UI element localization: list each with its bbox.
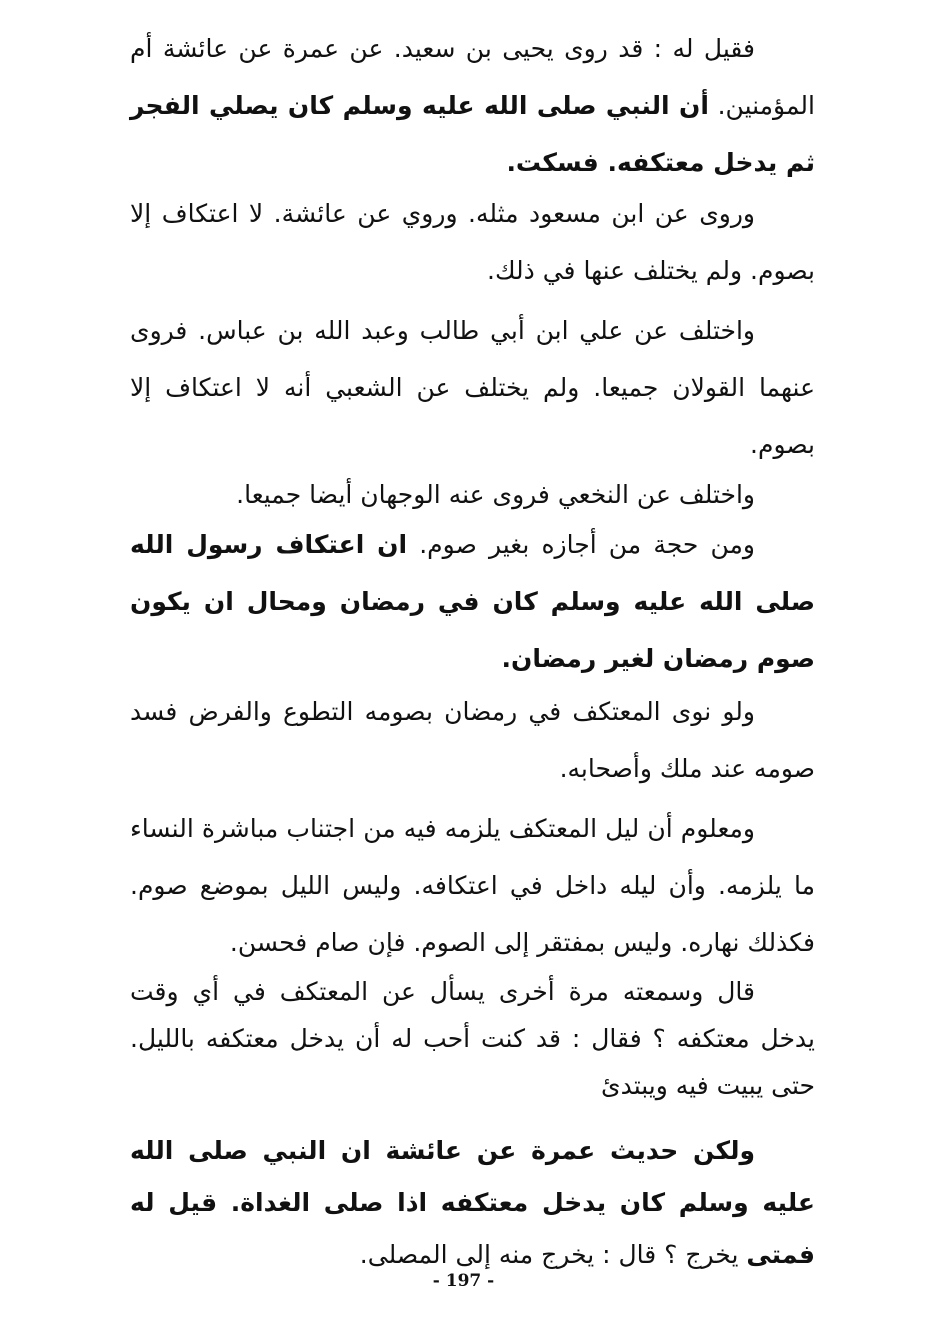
paragraph-6-text: ولو نوى المعتكف في رمضان بصومه التطوع والفرض فسد صومه عند ملك وأصحابه. (130, 697, 815, 783)
paragraph-6 (130, 683, 815, 797)
paragraph-1 (130, 20, 815, 191)
paragraph-8-text: قال وسمعته مرة أخرى يسأل عن المعتكف في أي وقت يدخل معتكفه ؟ فقال : قد كنت أحب له أن يدخل معتكفه بالليل. حتى يبيت فيه ويبتدئ (130, 977, 815, 1100)
paragraph-5-bold-text: ان اعتكاف رسول الله صلى الله عليه وسلم كان في رمضان ومحال ان يكون صوم رمضان لغير رمضان. (130, 530, 815, 673)
paragraph-3 (130, 302, 815, 473)
paragraph-1-bold-text: أن النبي صلى الله عليه وسلم كان يصلي الفجر ثم يدخل معتكفه. فسكت. (130, 91, 815, 177)
paragraph-1-text: فقيل له : قد روى يحيى بن سعيد. عن عمرة عن عائشة أم المؤمنين. (130, 34, 815, 120)
page-number: - 197 - (432, 1271, 495, 1291)
paragraph-8 (130, 968, 815, 1109)
paragraph-9-text: يخرج ؟ قال : يخرج منه إلى المصلى. (359, 1240, 747, 1269)
paragraph-2-text: وروى عن ابن مسعود مثله. وروي عن عائشة. لا اعتكاف إلا بصوم. ولم يختلف عنها في ذلك. (130, 199, 815, 285)
paragraph-4 (130, 466, 815, 523)
paragraph-9 (130, 1125, 815, 1281)
paragraph-5 (130, 516, 815, 687)
paragraph-2 (130, 185, 815, 299)
paragraph-9-bold-text: ولكن حديث عمرة عن عائشة ان النبي صلى الله عليه وسلم كان يدخل معتكفه اذا صلى الغداة. قيل له فمتى (130, 1136, 815, 1269)
paragraph-5-text: ومن حجة من أجازه بغير صوم. (407, 530, 755, 559)
paragraph-7 (130, 800, 815, 971)
paragraph-3-text: واختلف عن علي ابن أبي طالب وعبد الله بن عباس. فروى عنهما القولان جميعا. ولم يختلف عن الشعبي أنه لا اعتكاف إلا بصوم. (130, 316, 815, 459)
paragraph-7-text: ومعلوم أن ليل المعتكف يلزمه فيه من اجتناب مباشرة النساء ما يلزمه. وأن ليله داخل في اعتكافه. وليس الليل بموضع صوم. فكذلك نهاره. وليس بمفتقر إلى الصوم. فإن صام فحسن. (130, 814, 815, 957)
paragraph-4-text: واختلف عن النخعي فروى عنه الوجهان أيضا جميعا. (236, 480, 755, 509)
